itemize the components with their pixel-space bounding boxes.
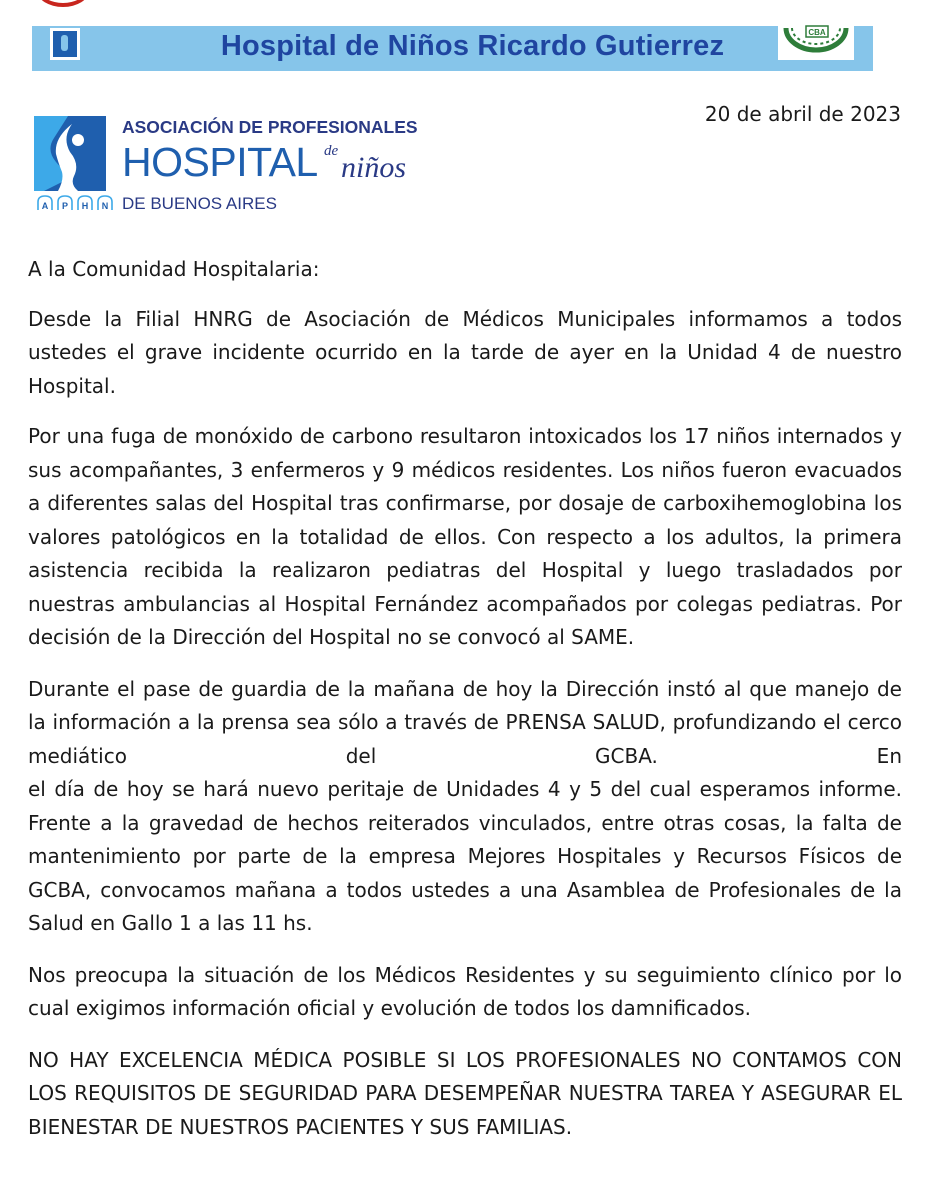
aphn-letter-p: P — [61, 201, 69, 211]
paragraph-4 — [28, 959, 902, 1026]
aphn-letter-h: H — [81, 201, 89, 211]
paragraph-4-text: Nos preocupa la situación de los Médicos Residentes y su seguimiento clínico por lo cual exigimos información oficial y evolución de todos los damnificados. — [28, 962, 902, 1020]
logo-line1: ASOCIACIÓN DE PROFESIONALES — [122, 117, 418, 137]
top-strip — [0, 0, 937, 26]
aphn-emblem-icon — [34, 116, 106, 191]
letter-greeting: A la Comunidad Hospitalaria: — [28, 257, 320, 281]
paragraph-5-text: NO HAY EXCELENCIA MÉDICA POSIBLE SI LOS PROFESIONALES NO CONTAMOS CON LOS REQUISITOS DE SEGURIDAD PARA DESEMPEÑAR NUESTRA TAREA Y ASEGURAR EL BIENESTAR DE NUESTROS PACIENTES Y SUS FAMILIAS. — [28, 1047, 902, 1139]
paragraph-3-text-b: el día de hoy se hará nuevo peritaje de Unidades 4 y 5 del cual esperamos informe. Frente a la gravedad de hechos reiterados vinculados, entre otras cosas, la falta de mantenimiento por parte de la empresa Mejores Hospitales y Recursos Físicos de GCBA, convocamos mañana a todos ustedes a una Asamblea de Profesionales de la Salud en Gallo 1 a las 11 hs. — [28, 777, 902, 935]
paragraph-1 — [28, 303, 902, 404]
paragraph-2-text-a: Por una fuga de monóxido de carbono resultaron intoxicados los 17 niños internados y sus acompañantes, 3 enfermeros y 9 médicos residentes. Los niños fueron evacuados a diferentes salas del Hospital tras confirmarse, por dosaje de carboxihemoglobina los valores patológicos en la totalidad de ellos. Con respecto a los adultos, la primera asistencia recibida la realizaron pediatras del Hospital y luego trasladados por nuestras ambulancias al Hospital Fernández acompañados por colegas pediatras. Por — [28, 424, 902, 616]
paragraph-2-text-b: decisión de la Dirección del Hospital no se convocó al SAME. — [28, 625, 635, 649]
letter-body — [28, 253, 902, 1144]
paragraph-3 — [28, 673, 902, 941]
aphn-letter-a: A — [41, 201, 49, 211]
aphn-letters — [38, 196, 112, 211]
logo-line2-small: de — [324, 143, 339, 159]
logo-line3: DE BUENOS AIRES — [122, 194, 277, 213]
banner-title: Hospital de Niños Ricardo Gutierrez — [220, 30, 725, 62]
aphn-letter-n: N — [101, 201, 109, 211]
paragraph-3-text-a: Durante el pase de guardia de la mañana de hoy la Dirección instó al que manejo de la información a la prensa sea sólo a través de PRENSA SALUD, profundizando el cerco mediático del GCBA. En — [28, 676, 902, 768]
partial-logo-icon — [37, 0, 89, 7]
aphn-logo — [34, 116, 474, 216]
hospital-banner — [32, 26, 873, 71]
paragraph-2 — [28, 420, 902, 655]
seal-text: CBA — [808, 28, 826, 37]
logo-line2-script: niños — [341, 151, 407, 184]
cba-seal-icon — [778, 24, 854, 60]
letter-date: 20 de abril de 2023 — [704, 102, 901, 126]
paragraph-5 — [28, 1044, 902, 1145]
logo-line2-main: HOSPITAL — [122, 139, 318, 185]
paragraph-1-text: Desde la Filial HNRG de Asociación de Médicos Municipales informamos a todos ustedes el grave incidente ocurrido en la tarde de ayer en la Unidad 4 de nuestro Hospital. — [28, 306, 902, 398]
